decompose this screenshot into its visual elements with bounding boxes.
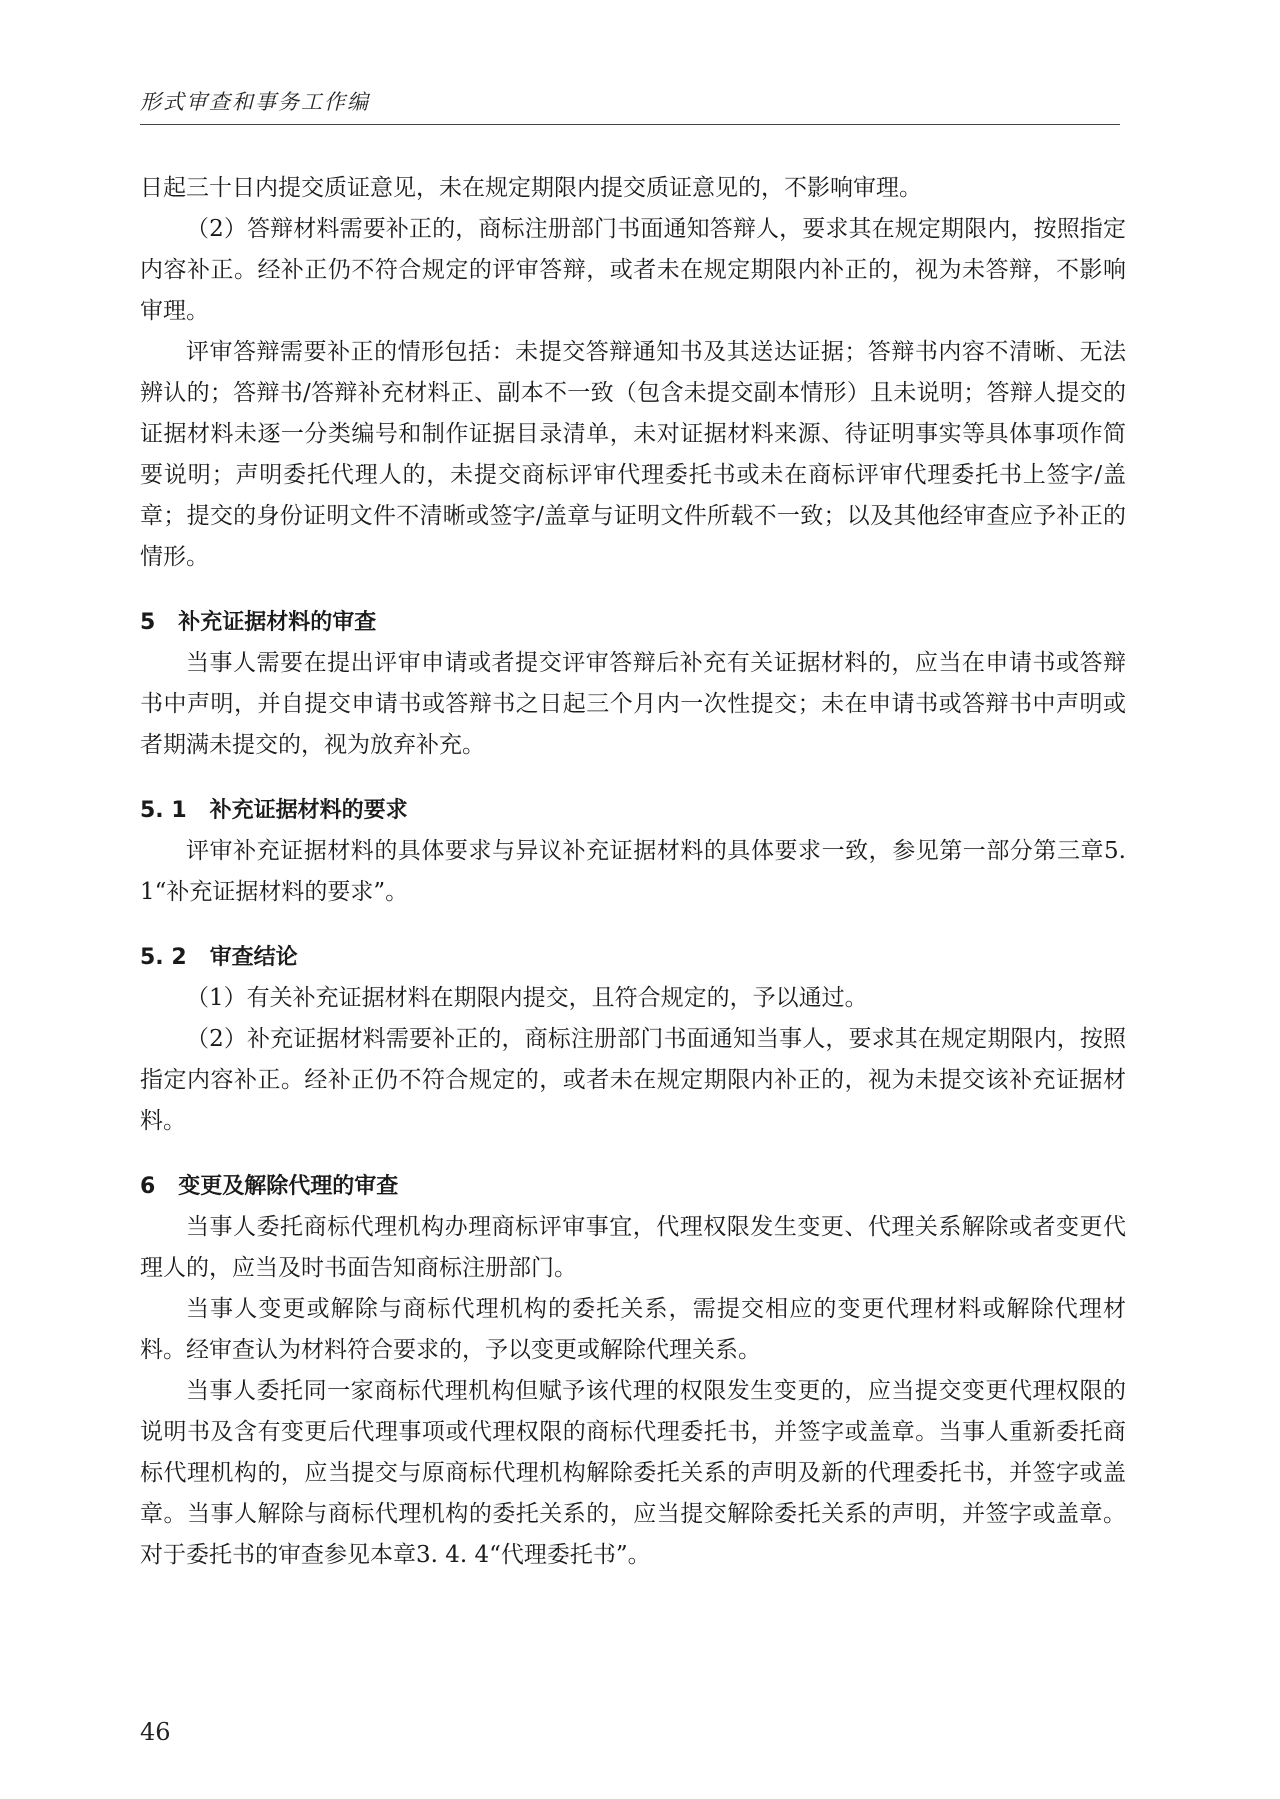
paragraph: 评审补充证据材料的具体要求与异议补充证据材料的具体要求一致，参见第一部分第三章5. 1“补充证据材料的要求”。 (140, 838, 1126, 905)
page-number: 46 (140, 1718, 171, 1746)
header-rule (140, 124, 1120, 125)
paragraph: 当事人需要在提出评审申请或者提交评审答辩后补充有关证据材料的，应当在申请书或答辩书中声明，并自提交申请书或答辩书之日起三个月内一次性提交；未在申请书或答辩书中声明或者期满未提交的，视为放弃补充。 (140, 650, 1126, 758)
section-heading: 6 变更及解除代理的审查 (140, 1174, 399, 1199)
page-body (140, 168, 1126, 1576)
section-heading: 5. 1 补充证据材料的要求 (140, 798, 408, 823)
section-heading: 5. 2 审查结论 (140, 945, 298, 970)
paragraph: 当事人变更或解除与商标代理机构的委托关系，需提交相应的变更代理材料或解除代理材料。经审查认为材料符合要求的，予以变更或解除代理关系。 (140, 1296, 1126, 1363)
paragraph: 当事人委托商标代理机构办理商标评审事宜，代理权限发生变更、代理关系解除或者变更代理人的，应当及时书面告知商标注册部门。 (140, 1214, 1126, 1281)
paragraph: 日起三十日内提交质证意见，未在规定期限内提交质证意见的，不影响审理。 (140, 175, 922, 201)
section-heading: 5 补充证据材料的审查 (140, 610, 377, 635)
running-header: 形式审查和事务工作编 (140, 90, 370, 114)
paragraph: 评审答辩需要补正的情形包括：未提交答辩通知书及其送达证据；答辩书内容不清晰、无法辨认的；答辩书/答辩补充材料正、副本不一致（包含未提交副本情形）且未说明；答辩人提交的证据材料未逐一分类编号和制作证据目录清单，未对证据材料来源、待证明事实等具体事项作简要说明；声明委托代理人的，未提交商标评审代理委托书或未在商标评审代理委托书上签字/盖章；提交的身份证明文件不清晰或签字/盖章与证明文件所载不一致；以及其他经审查应予补正的情形。 (140, 339, 1126, 570)
paragraph: 当事人委托同一家商标代理机构但赋予该代理的权限发生变更的，应当提交变更代理权限的说明书及含有变更后代理事项或代理权限的商标代理委托书，并签字或盖章。当事人重新委托商标代理机构的，应当提交与原商标代理机构解除委托关系的声明及新的代理委托书，并签字或盖章。当事人解除与商标代理机构的委托关系的，应当提交解除委托关系的声明，并签字或盖章。对于委托书的审查参见本章3. 4. 4“代理委托书”。 (140, 1378, 1126, 1568)
paragraph: （2）补充证据材料需要补正的，商标注册部门书面通知当事人，要求其在规定期限内，按照指定内容补正。经补正仍不符合规定的，或者未在规定期限内补正的，视为未提交该补充证据材料。 (140, 1026, 1126, 1134)
paragraph: （2）答辩材料需要补正的，商标注册部门书面通知答辩人，要求其在规定期限内，按照指定内容补正。经补正仍不符合规定的评审答辩，或者未在规定期限内补正的，视为未答辩，不影响审理。 (140, 216, 1126, 324)
paragraph: （1）有关补充证据材料在期限内提交，且符合规定的，予以通过。 (186, 985, 868, 1011)
